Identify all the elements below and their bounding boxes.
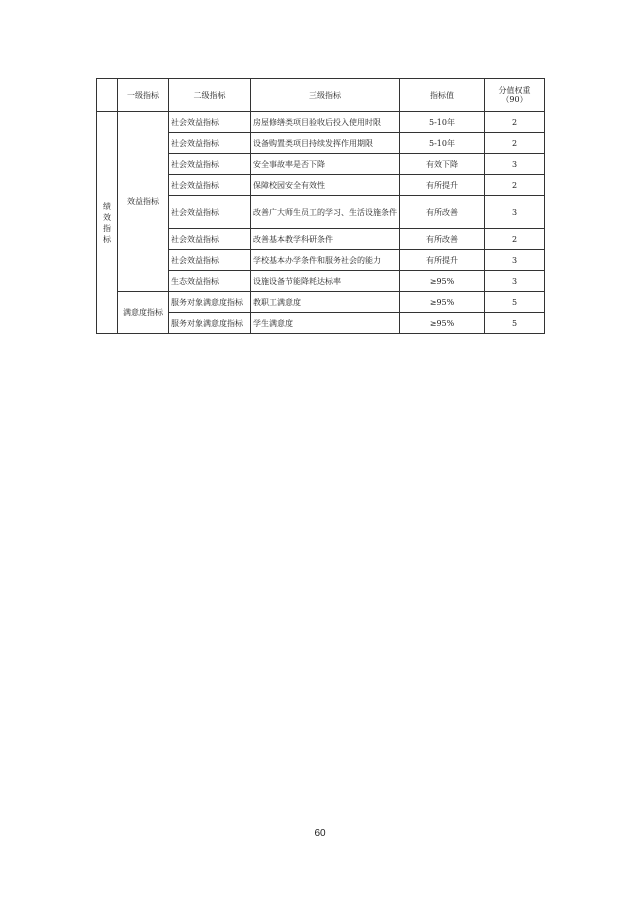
performance-cell [97,112,118,334]
header-value: 指标值 [400,79,485,112]
row-indicator: 改善广大师生员工的学习、生活设施条件 [251,196,400,229]
row-indicator: 教职工满意度 [251,292,400,313]
page-number: 60 [314,828,326,839]
row-value: 5-10年 [400,133,485,154]
row-indicator: 保障校园安全有效性 [251,175,400,196]
row-value: ≥95% [400,292,485,313]
row-weight: 3 [485,271,545,292]
row-weight: 5 [485,292,545,313]
row-indicator: 学生满意度 [251,313,400,334]
row-weight: 3 [485,196,545,229]
row-value: ≥95% [400,271,485,292]
row-weight: 3 [485,250,545,271]
row-indicator: 房屋修缮类项目验收后投入使用时限 [251,112,400,133]
row-value: 有所提升 [400,175,485,196]
row-indicator: 改善基本教学科研条件 [251,229,400,250]
row-value: 有所提升 [400,250,485,271]
row-indicator: 设备购置类项目持续发挥作用期限 [251,133,400,154]
row-level3: 社会效益指标 [169,133,251,154]
group-label-satisfaction: 满意度指标 [123,308,163,317]
header-weight-text: 分值权重（90） [498,86,531,104]
group-label-benefit: 效益指标 [127,197,159,206]
row-weight: 3 [485,154,545,175]
row-level3: 生态效益指标 [169,271,251,292]
row-level3: 社会效益指标 [169,175,251,196]
table-row [97,292,545,313]
header-blank [97,79,118,112]
row-level3: 社会效益指标 [169,250,251,271]
group-cell-satisfaction [118,292,169,334]
row-value: 有所改善 [400,196,485,229]
row-level3: 社会效益指标 [169,112,251,133]
header-level1: 一级指标 [118,79,169,112]
row-weight: 2 [485,175,545,196]
row-value: 有效下降 [400,154,485,175]
row-value: 有所改善 [400,229,485,250]
performance-label: 绩效指标 [103,201,111,244]
row-level3: 服务对象满意度指标 [169,313,251,334]
header-level2: 二级指标 [169,79,251,112]
header-weight [485,79,545,112]
row-weight: 2 [485,229,545,250]
performance-indicator-table [96,78,545,334]
row-level3: 服务对象满意度指标 [169,292,251,313]
row-weight: 5 [485,313,545,334]
row-weight: 2 [485,133,545,154]
group-cell-benefit [118,112,169,292]
header-level3: 三级指标 [251,79,400,112]
row-value: 5-10年 [400,112,485,133]
table-row [97,112,545,133]
row-level3: 社会效益指标 [169,229,251,250]
row-indicator: 设施设备节能降耗达标率 [251,271,400,292]
row-level3: 社会效益指标 [169,154,251,175]
row-value: ≥95% [400,313,485,334]
table-header-row [97,79,545,112]
row-level3: 社会效益指标 [169,196,251,229]
row-weight: 2 [485,112,545,133]
row-indicator: 学校基本办学条件和服务社会的能力 [251,250,400,271]
row-indicator: 安全事故率是否下降 [251,154,400,175]
